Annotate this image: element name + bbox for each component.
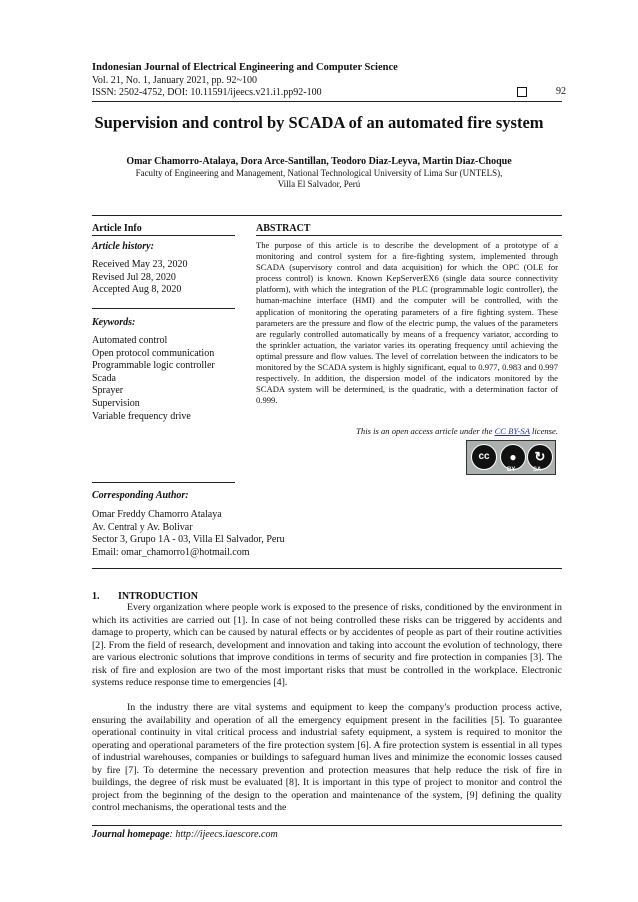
history-item: Accepted Aug 8, 2020: [92, 284, 182, 296]
section-rule: [92, 215, 562, 216]
paper-title: Supervision and control by SCADA of an automated fire system: [94, 113, 544, 132]
license-note: [356, 426, 558, 436]
abstract-heading: ABSTRACT: [256, 223, 311, 234]
section-number: 1.: [92, 591, 100, 602]
intro-paragraph: [92, 602, 562, 690]
keyword: Automated control: [92, 335, 168, 346]
author-list: Omar Chamorro-Atalaya, Dora Arce-Santillan, Teodoro Diaz-Leyva, Martin Diaz-Choque: [126, 156, 512, 167]
intro-paragraph: [92, 702, 562, 815]
keyword: Variable frequency drive: [92, 410, 191, 422]
abstract-text: The purpose of this article is to describe the development of a prototype of a monitoring and control system for a fire-fighting system, implemented through SCADA (supervisory control and data acquisition) for which the OPC (OLE for process control) is known. Known KepServerEX6 (single data source connectivity platform), with which the integration of the PLC (programmable logic controller), the human-machine interface (HMI) and the computer will be controlled, with the application of monitoring the operating parameters of a fire fighting system. These parameters are the pressure and flow of the electric pump, the values of the parameters are regularly controlled automatically by means of a frequency variator, according to the sprinkler actuation, the variator varies its operating frequency until achieving the optimal pressure and flow values. The level of correlation between the indicators to be monitored by the SCADA system is highly significant, equal to 0.977, 0.983 and 0.997 respectively. In addition, the dispersion model of the indicators monitored by the SCADA system will be determined, is the quadratic, with a determination factor of 0.999.: [256, 240, 558, 406]
footer-rule: [92, 825, 562, 826]
cc-by-sa-badge[interactable]: [466, 440, 556, 475]
person-icon: ●: [500, 444, 526, 470]
by-label: BY: [507, 467, 516, 473]
journal-name: Indonesian Journal of Electrical Engineering and Computer Science: [92, 62, 398, 73]
keywords-label: Keywords:: [92, 317, 136, 328]
page-number: 92: [556, 86, 566, 97]
corresponding-label: Corresponding Author:: [92, 490, 189, 501]
affiliation-line: Villa El Salvador, Perú: [277, 179, 361, 189]
section-title: INTRODUCTION: [118, 591, 199, 602]
section-heading-introduction: [92, 591, 198, 602]
column-rule: [256, 235, 562, 236]
column-rule: [92, 482, 235, 483]
license-prefix: This is an open access article under the: [356, 426, 495, 436]
keyword: Programmable logic controller: [92, 360, 215, 372]
license-link[interactable]: CC BY-SA: [494, 426, 530, 436]
journal-homepage: [92, 829, 278, 840]
cc-icon: cc: [471, 444, 497, 470]
corresponding-line: Omar Freddy Chamorro Atalaya: [92, 509, 222, 520]
journal-issn-doi: ISSN: 2502-4752, DOI: 10.11591/ijeecs.v21.i1.pp92-100: [92, 87, 322, 98]
keyword-list: [92, 335, 215, 423]
paragraph-text: In the industry there are vital systems and equipment to keep the company's production process active, ensuring the availability and operation of all the emergency equipment present in the facilities [5]. To guarantee operational continuity in vital critical process and industrial safety equipment, a system is required to monitor the operating and operational parameters of the fire protection system [6]. A fire protection system is essential in all types of industrial warehouses, companies or buildings to safeguard human lives and minimize the economic losses caused by fire [7]. To determine the necessary prevention and protection measures that help reduce the risk of fire in buildings, the degree of risk must be evaluated [8]. It is important in this type of project to monitor and control the project from the beginning of the design to the operation and maintenance of the system, [9] defining the quality control mechanisms, the operational tests and the: [92, 702, 562, 813]
paragraph-text: Every organization where people work is exposed to the presence of risks, conditioned by the environment in which its activities are carried out [1]. In case of not being controlled these risks can be triggered by accidents and damage to property, which can be caused by natural effects or by accidentes of people as part of their routine activities [2]. From the field of research, development and innovation and taking into account the evolution of technology, there are various electronic solutions that improve conditions in terms of security and fire protection in companies [3]. The risk of fire and explosion are two of the most important risks that must be controlled in the workplace. Electronic systems reduce response time to emergencies [4].: [92, 602, 562, 688]
history-item: Revised Jul 28, 2020: [92, 271, 176, 283]
license-suffix: license.: [529, 426, 558, 436]
journal-volume: Vol. 21, No. 1, January 2021, pp. 92~100: [92, 75, 257, 86]
square-icon: [517, 87, 527, 97]
share-alike-icon: ↻: [527, 444, 553, 470]
homepage-url[interactable]: : http://ijeecs.iaescore.com: [169, 829, 278, 840]
keyword: Sprayer: [92, 385, 124, 397]
header-rule: [92, 101, 562, 102]
sa-label: SA: [533, 467, 542, 473]
corresponding-author: [92, 509, 285, 559]
corresponding-line: Email: omar_chamorro1@hotmail.com: [92, 546, 250, 558]
column-rule: [92, 308, 235, 309]
history-item: Received May 23, 2020: [92, 259, 188, 270]
keyword: Scada: [92, 372, 116, 384]
keyword: Supervision: [92, 397, 140, 409]
article-info-heading: Article Info: [92, 223, 142, 234]
affiliation-line: Faculty of Engineering and Management, National Technological University of Lima Sur (UNTELS),: [135, 168, 503, 178]
affiliation: [0, 168, 638, 190]
section-rule: [92, 568, 562, 569]
corresponding-line: Sector 3, Grupo 1A - 03, Villa El Salvador, Peru: [92, 534, 285, 546]
column-rule: [92, 235, 235, 236]
history-label: Article history:: [92, 241, 154, 252]
homepage-label: Journal homepage: [92, 829, 170, 840]
keyword: Open protocol communication: [92, 347, 215, 359]
corresponding-line: Av. Central y Av. Bolivar: [92, 521, 193, 533]
history-list: [92, 259, 188, 297]
